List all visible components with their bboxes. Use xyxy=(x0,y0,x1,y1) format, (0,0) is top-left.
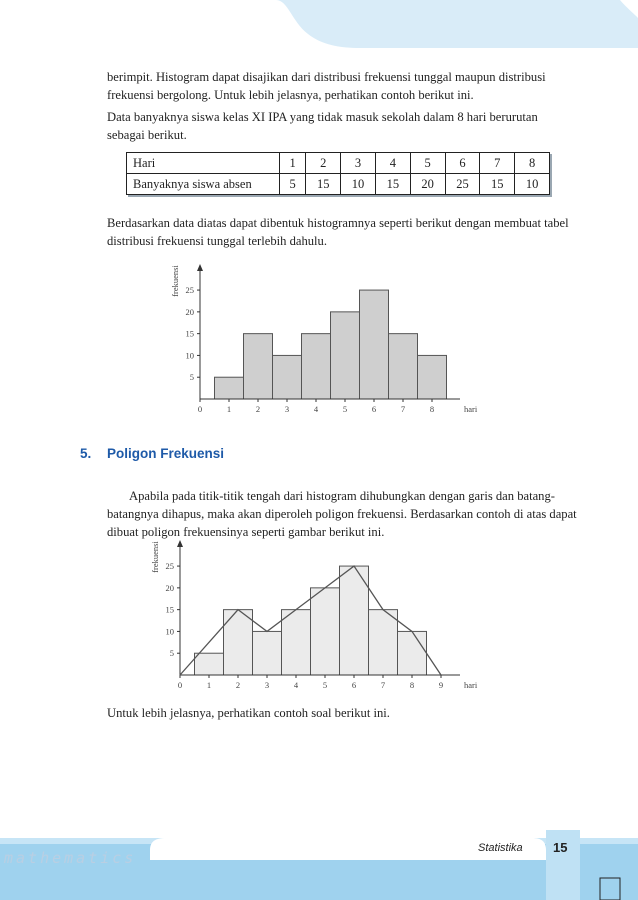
x-tick-label: 4 xyxy=(293,680,299,690)
table-cell: 6 xyxy=(445,153,480,174)
x-axis-label: hari xyxy=(464,404,478,414)
footer-chapter-title: Statistika xyxy=(478,842,523,854)
y-axis-arrow xyxy=(197,264,203,271)
histogram-bar xyxy=(369,610,398,675)
histogram-bar xyxy=(215,377,244,399)
histogram-intro-paragraph xyxy=(107,214,577,250)
table-cell: 15 xyxy=(306,174,341,195)
section-number: 5. xyxy=(80,446,92,461)
histogram-bar xyxy=(331,312,360,399)
x-tick-label: 4 xyxy=(313,404,319,414)
histogram-bar xyxy=(224,610,253,675)
y-tick-label: 25 xyxy=(165,561,174,572)
table-row xyxy=(127,153,550,174)
table-cell: 8 xyxy=(515,153,550,174)
data-intro-text: Data banyaknya siswa kelas XI IPA yang tidak masuk sekolah dalam 8 hari berurutan sebagai berikut. xyxy=(107,110,538,142)
histogram-intro-text: Berdasarkan data diatas dapat dibentuk histogramnya seperti berikut dengan membuat tabel distribusi frekuensi tunggal terlebih dahulu. xyxy=(107,216,569,248)
x-tick-label: 5 xyxy=(322,680,328,690)
polygon-intro-text: Apabila pada titik-titik tengah dari histogram dihubungkan dengan garis dan batang-batangnya dihapus, maka akan diperoleh poligon frekuensi. Berdasarkan contoh di atas dapat dibuat poligon frekuensinya seperti gambar berikut ini. xyxy=(107,489,577,539)
x-tick-label: 5 xyxy=(342,404,348,414)
table-cell: 20 xyxy=(410,174,445,195)
table-cell: 5 xyxy=(280,174,306,195)
histogram-chart xyxy=(160,262,490,420)
frequency-polygon-chart xyxy=(140,538,490,696)
x-tick-label: 7 xyxy=(380,680,386,690)
y-tick-label: 10 xyxy=(165,626,174,637)
y-tick-label: 20 xyxy=(185,306,194,317)
histogram-bar xyxy=(282,610,311,675)
y-tick-label: 25 xyxy=(185,285,194,296)
table-row xyxy=(127,174,550,195)
x-tick-label: 3 xyxy=(284,404,290,414)
table-cell: 15 xyxy=(480,174,515,195)
x-axis-label: hari xyxy=(464,680,478,690)
header-decoration xyxy=(0,0,638,60)
section-heading xyxy=(80,446,224,461)
table-cell: 3 xyxy=(341,153,376,174)
y-tick-label: 10 xyxy=(185,350,194,361)
table-cell: 2 xyxy=(306,153,341,174)
histogram-bar xyxy=(195,653,224,675)
table-cell: 1 xyxy=(280,153,306,174)
x-tick-label: 3 xyxy=(264,680,270,690)
y-tick-label: 15 xyxy=(185,328,194,339)
table-cell: 10 xyxy=(341,174,376,195)
x-tick-label: 9 xyxy=(438,680,444,690)
x-tick-label: 8 xyxy=(409,680,415,690)
histogram-bar xyxy=(311,588,340,675)
x-tick-label: 6 xyxy=(371,404,377,414)
y-tick-label: 15 xyxy=(165,604,174,615)
x-tick-label: 0 xyxy=(197,404,203,414)
x-tick-label: 7 xyxy=(400,404,406,414)
table-cell: 10 xyxy=(515,174,550,195)
y-axis-label: frekuensi xyxy=(170,265,180,297)
y-axis-arrow xyxy=(177,540,183,547)
absence-table xyxy=(126,152,550,195)
x-tick-label: 6 xyxy=(351,680,357,690)
table-cell: 4 xyxy=(375,153,410,174)
table-row-label: Banyaknya siswa absen xyxy=(127,174,280,195)
x-tick-label: 2 xyxy=(255,404,261,414)
table-cell: 25 xyxy=(445,174,480,195)
histogram-bar xyxy=(389,334,418,399)
histogram-bar xyxy=(360,290,389,399)
x-tick-label: 1 xyxy=(206,680,212,690)
section-title: Poligon Frekuensi xyxy=(107,446,225,461)
page-number: 15 xyxy=(553,840,568,855)
table-row-label: Hari xyxy=(127,153,280,174)
x-tick-label: 0 xyxy=(177,680,183,690)
table-cell: 5 xyxy=(410,153,445,174)
polygon-intro-paragraph xyxy=(107,487,577,541)
footer-watermark: mathematics xyxy=(4,849,137,867)
y-tick-label: 5 xyxy=(169,648,174,659)
table-cell: 7 xyxy=(480,153,515,174)
y-tick-label: 20 xyxy=(165,582,174,593)
x-tick-label: 1 xyxy=(226,404,232,414)
x-tick-label: 2 xyxy=(235,680,241,690)
closing-text: Untuk lebih jelasnya, perhatikan contoh soal berikut ini. xyxy=(107,706,390,720)
x-tick-label: 8 xyxy=(429,404,435,414)
table-cell: 15 xyxy=(375,174,410,195)
intro-paragraph xyxy=(107,68,577,104)
histogram-bar xyxy=(253,631,282,675)
y-tick-label: 5 xyxy=(189,372,194,383)
y-axis-label: frekuensi xyxy=(150,541,160,573)
histogram-bar xyxy=(244,334,273,399)
histogram-bar xyxy=(398,631,427,675)
histogram-bar xyxy=(418,355,447,399)
data-intro-paragraph xyxy=(107,108,577,144)
closing-paragraph xyxy=(107,704,577,722)
histogram-bar xyxy=(302,334,331,399)
histogram-bar xyxy=(273,355,302,399)
intro-text: berimpit. Histogram dapat disajikan dari distribusi frekuensi tunggal maupun distribusi frekuensi bergolong. Untuk lebih jelasnya, perhatikan contoh berikut ini. xyxy=(107,70,546,102)
